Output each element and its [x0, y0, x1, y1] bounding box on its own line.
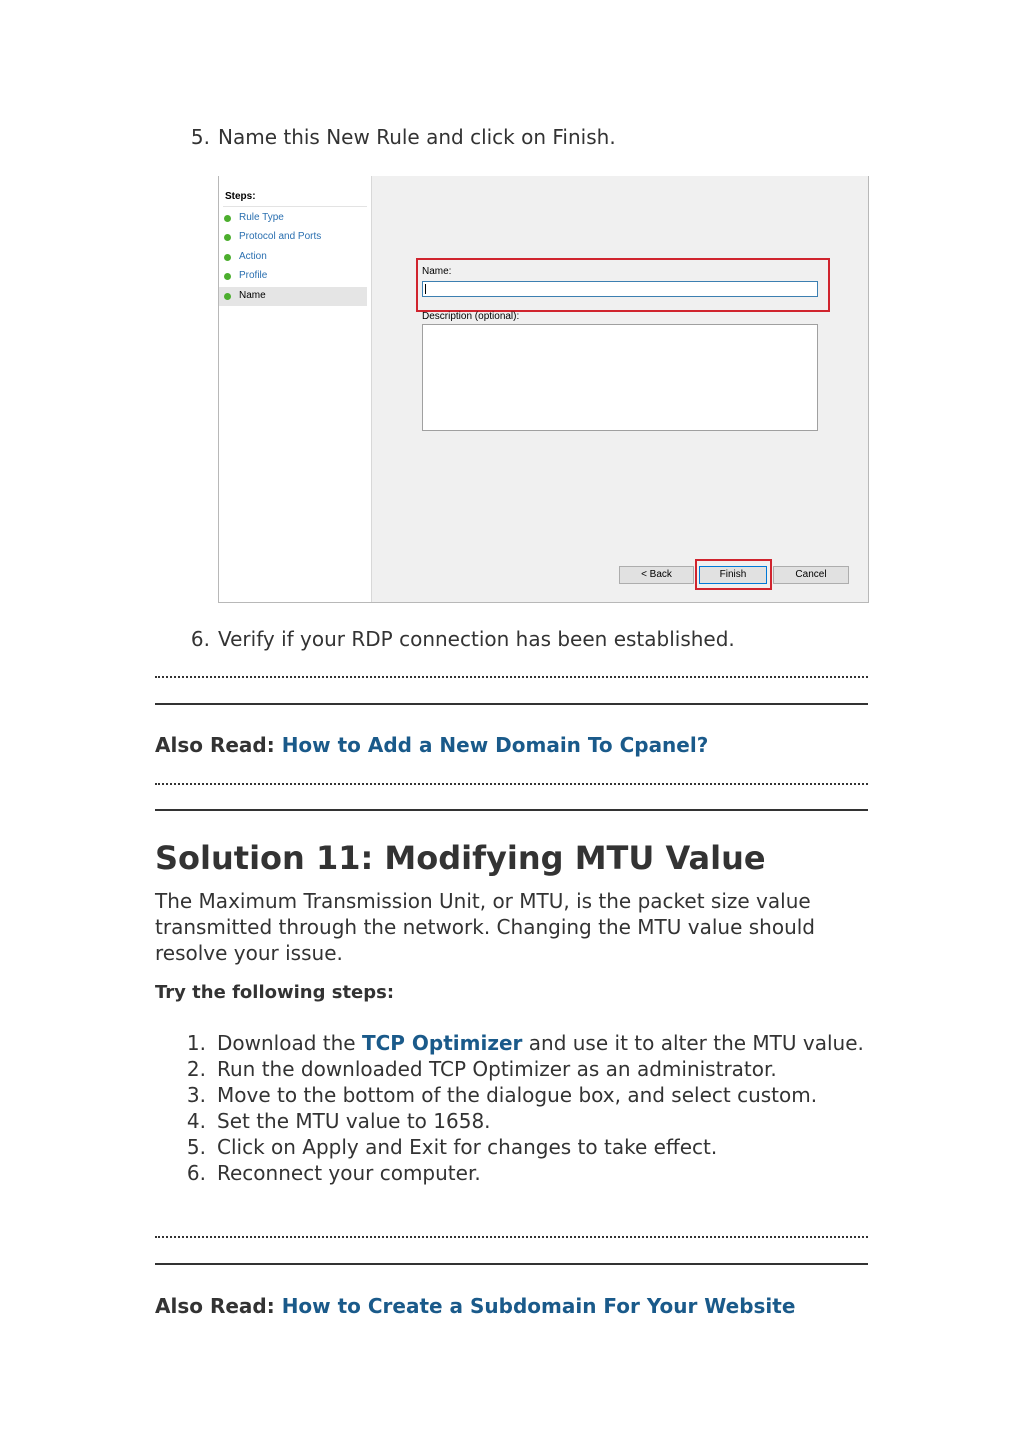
step-item-protocol-and-ports[interactable]: [219, 228, 367, 247]
step-item-profile[interactable]: [219, 267, 367, 286]
step-label: Rule Type: [239, 212, 284, 223]
also-read-1: [155, 733, 708, 757]
step-number: 6.: [190, 627, 210, 651]
list-text: Move to the bottom of the dialogue box, and select custom.: [217, 1083, 818, 1107]
dotted-divider: [155, 783, 868, 785]
list-text: Run the downloaded TCP Optimizer as an administrator.: [217, 1057, 777, 1081]
step-item-action[interactable]: [219, 248, 367, 267]
section-paragraph: The Maximum Transmission Unit, or MTU, is the packet size value transmitted through the network. Changing the MTU value should resolve your issue.: [155, 889, 815, 965]
solid-divider: [155, 703, 868, 705]
steps-panel: [219, 176, 372, 602]
list-number: 5.: [186, 1135, 206, 1159]
list-item: [176, 1160, 876, 1186]
list-text: Download the: [217, 1031, 362, 1055]
step-complete-icon: [224, 215, 231, 222]
also-read-link[interactable]: How to Add a New Domain To Cpanel?: [281, 733, 709, 757]
list-number: 2.: [186, 1057, 206, 1081]
try-steps-label: Try the following steps:: [155, 982, 395, 1003]
section-heading: Solution 11: Modifying MTU Value: [155, 839, 766, 877]
description-label: Description (optional):: [422, 311, 520, 322]
step-5: [176, 124, 616, 150]
divider: [223, 206, 367, 207]
step-text: Verify if your RDP connection has been established.: [218, 627, 735, 651]
list-text: Click on Apply and Exit for changes to take effect.: [217, 1135, 718, 1159]
step-text: Name this New Rule and click on Finish.: [218, 125, 616, 149]
steps-list: [176, 1030, 876, 1186]
list-number: 1.: [186, 1031, 206, 1055]
list-number: 3.: [186, 1083, 206, 1107]
list-item: [176, 1082, 876, 1108]
list-number: 6.: [186, 1161, 206, 1185]
list-text: Reconnect your computer.: [217, 1161, 481, 1185]
step-label: Action: [239, 251, 267, 262]
also-read-2: [155, 1294, 795, 1318]
step-complete-icon: [224, 234, 231, 241]
tcp-optimizer-link[interactable]: TCP Optimizer: [361, 1031, 523, 1055]
cancel-button[interactable]: Cancel: [773, 566, 849, 584]
step-complete-icon: [224, 273, 231, 280]
solid-divider: [155, 809, 868, 811]
back-button[interactable]: < Back: [619, 566, 694, 584]
description-input[interactable]: [422, 324, 818, 431]
text-cursor: [425, 284, 426, 294]
solid-divider: [155, 1263, 868, 1265]
step-label: Name: [239, 290, 266, 301]
step-label: Protocol and Ports: [239, 231, 322, 242]
list-text: Set the MTU value to 1658.: [217, 1109, 491, 1133]
dotted-divider: [155, 1236, 868, 1238]
list-text: and use it to alter the MTU value.: [522, 1031, 864, 1055]
list-item: [176, 1108, 876, 1134]
step-item-name[interactable]: [219, 287, 367, 306]
new-rule-dialog-screenshot: [218, 176, 869, 603]
list-item: [176, 1056, 876, 1082]
step-complete-icon: [224, 293, 231, 300]
finish-button[interactable]: Finish: [699, 566, 767, 584]
step-complete-icon: [224, 254, 231, 261]
list-number: 4.: [186, 1109, 206, 1133]
step-6: [176, 626, 735, 652]
list-item: [176, 1030, 876, 1056]
step-label: Profile: [239, 270, 268, 281]
steps-title: Steps:: [225, 191, 256, 202]
dotted-divider: [155, 676, 868, 678]
also-read-link[interactable]: How to Create a Subdomain For Your Website: [281, 1294, 796, 1318]
name-input[interactable]: [422, 281, 818, 297]
also-read-label: Also Read:: [155, 1294, 275, 1318]
name-label: Name:: [422, 266, 452, 277]
also-read-label: Also Read:: [155, 733, 275, 757]
step-item-rule-type[interactable]: [219, 209, 367, 228]
step-number: 5.: [190, 125, 210, 149]
list-item: [176, 1134, 876, 1160]
